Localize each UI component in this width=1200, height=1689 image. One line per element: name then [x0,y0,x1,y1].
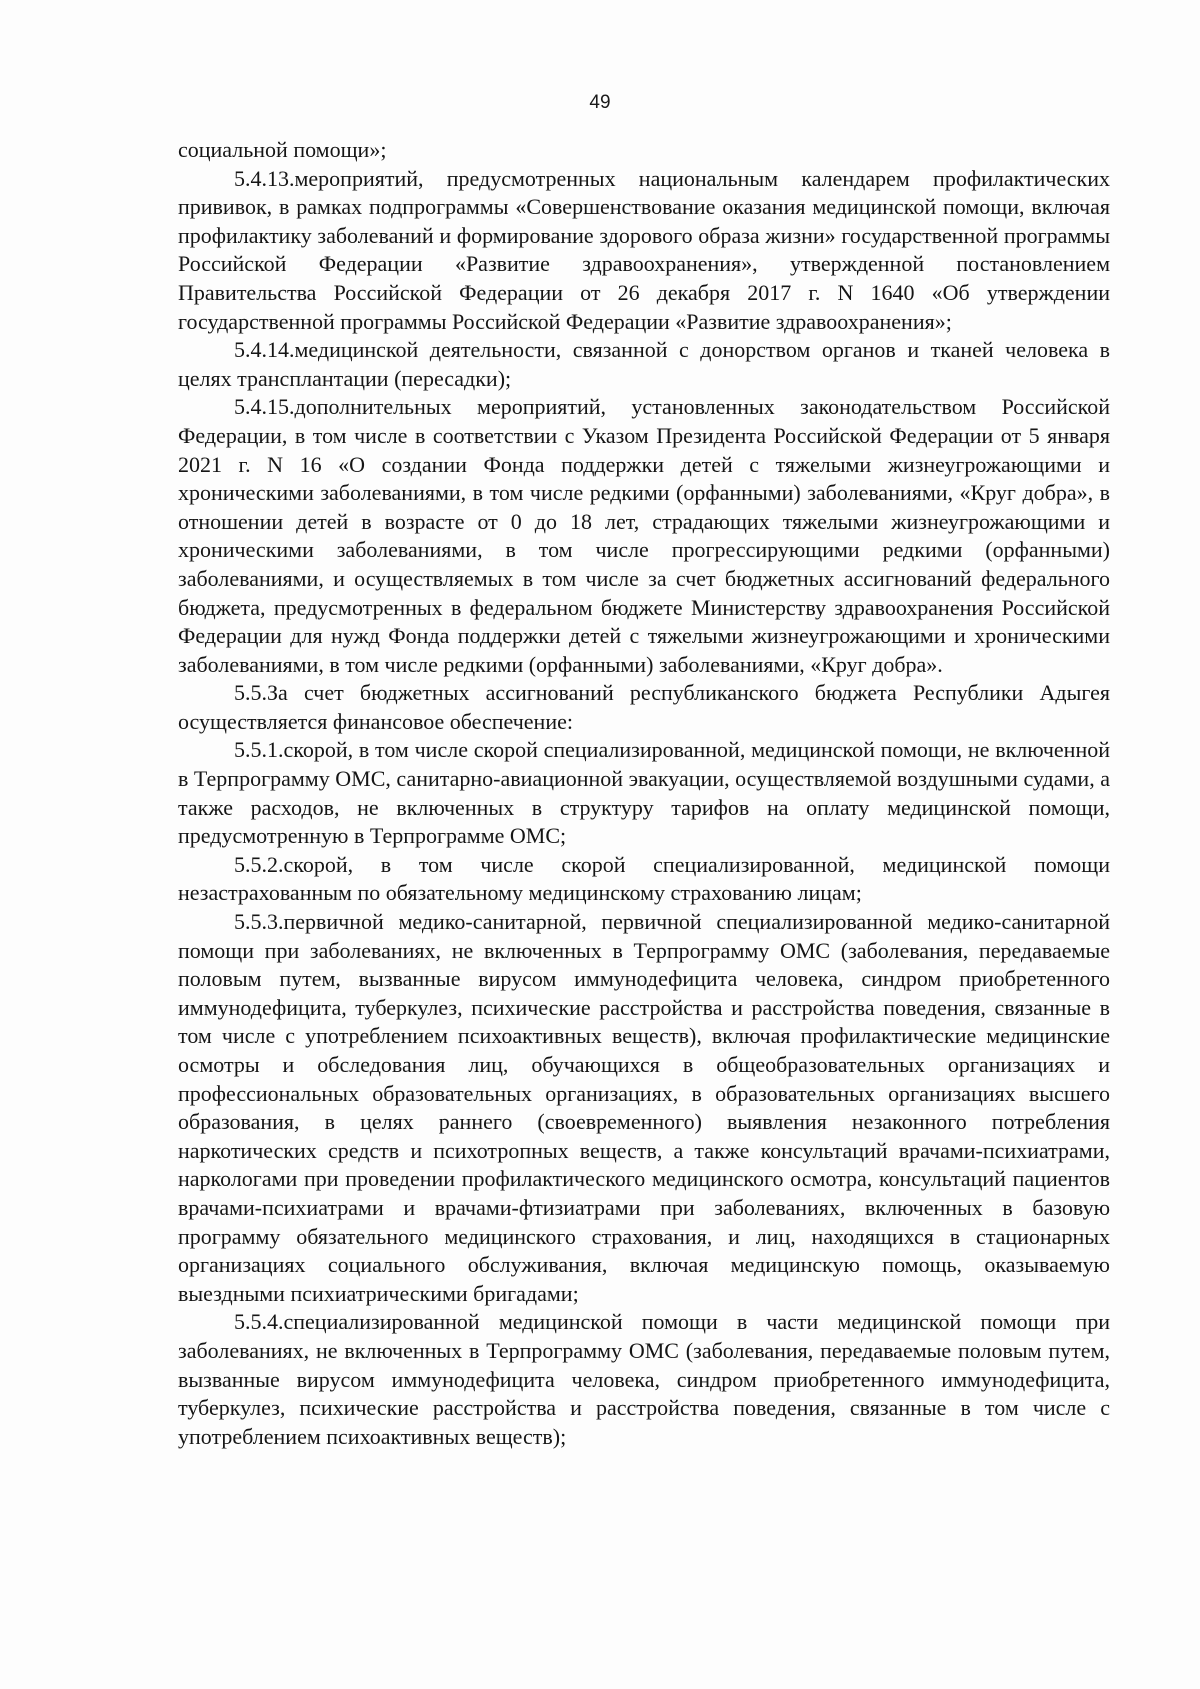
paragraph-5-5-3: 5.5.3.первичной медико-санитарной, первичной специализированной медико-санитарной помощи при заболеваниях, не включенных в Терпрограмму ОМС (заболевания, передаваемые половым путем, вызванные вирусом иммунодефицита человека, синдром приобретенного иммунодефицита, туберкулез, психические расстройства и расстройства поведения, связанные в том числе с употреблением психоактивных веществ), включая профилактические медицинские осмотры и обследования лиц, обучающихся в общеобразовательных организациях и профессиональных образовательных организациях, в образовательных организациях высшего образования, в целях раннего (своевременного) выявления незаконного потребления наркотических средств и психотропных веществ, а также консультаций врачами-психиатрами, наркологами при проведении профилактического медицинского осмотра, консультаций пациентов врачами-психиатрами и врачами-фтизиатрами при заболеваниях, включенных в базовую программу обязательного медицинского страхования, и лиц, находящихся в стационарных организациях социального обслуживания, включая медицинскую помощь, оказываемую выездными психиатрическими бригадами; [178,909,1110,1306]
paragraph-5-4-15: 5.4.15.дополнительных мероприятий, установленных законодательством Российской Федерации, в том числе в соответствии с Указом Президента Российской Федерации от 5 января 2021 г. N 16 «О создании Фонда поддержки детей с тяжелыми жизнеугрожающими и хроническими заболеваниями, в том числе редкими (орфанными) заболеваниями, «Круг добра», в отношении детей в возрасте от 0 до 18 лет, страдающих тяжелыми жизнеугрожающими и хроническими заболеваниями, в том числе прогрессирующими редкими (орфанными) заболеваниями, и осуществляемых в том числе за счет бюджетных ассигнований федерального бюджета, предусмотренных в федеральном бюджете Министерству здравоохранения Российской Федерации для нужд Фонда поддержки детей с тяжелыми жизнеугрожающими и хроническими заболеваниями, в том числе редкими (орфанными) заболеваниями, «Круг добра». [178,394,1110,677]
paragraph-5-4-14: 5.4.14.медицинской деятельности, связанной с донорством органов и тканей человека в целях трансплантации (пересадки); [178,337,1110,391]
paragraph-5-5-4: 5.5.4.специализированной медицинской помощи в части медицинской помощи при заболеваниях, не включенных в Терпрограмму ОМС (заболевания, передаваемые половым путем, вызванные вирусом иммунодефицита человека, синдром приобретенного иммунодефицита, туберкулез, психические расстройства и расстройства поведения, связанные в том числе с употреблением психоактивных веществ); [178,1309,1110,1449]
paragraph-5-5-1: 5.5.1.скорой, в том числе скорой специализированной, медицинской помощи, не включенной в Терпрограмму ОМС, санитарно-авиационной эвакуации, осуществляемой воздушными судами, а также расходов, не включенных в структуру тарифов на оплату медицинской помощи, предусмотренную в Терпрограмме ОМС; [178,737,1110,849]
paragraph-5-4-13: 5.4.13.мероприятий, предусмотренных национальным календарем профилактических прививок, в рамках подпрограммы «Совершенствование оказания медицинской помощи, включая профилактику заболеваний и формирование здорового образа жизни» государственной программы Российской Федерации «Развитие здравоохранения», утвержденной постановлением Правительства Российской Федерации от 26 декабря 2017 г. N 1640 «Об утверждении государственной программы Российской Федерации «Развитие здравоохранения»; [178,165,1110,334]
paragraph-5-5: 5.5.За счет бюджетных ассигнований республиканского бюджета Республики Адыгея осуществляется финансовое обеспечение: [178,680,1110,734]
paragraph-continuation: социальной помощи»; [178,137,387,162]
document-body [178,136,1110,1451]
paragraph-5-5-2: 5.5.2.скорой, в том числе скорой специализированной, медицинской помощи незастрахованным по обязательному медицинскому страхованию лицам; [178,851,1110,906]
page-number: 49 [589,92,611,113]
